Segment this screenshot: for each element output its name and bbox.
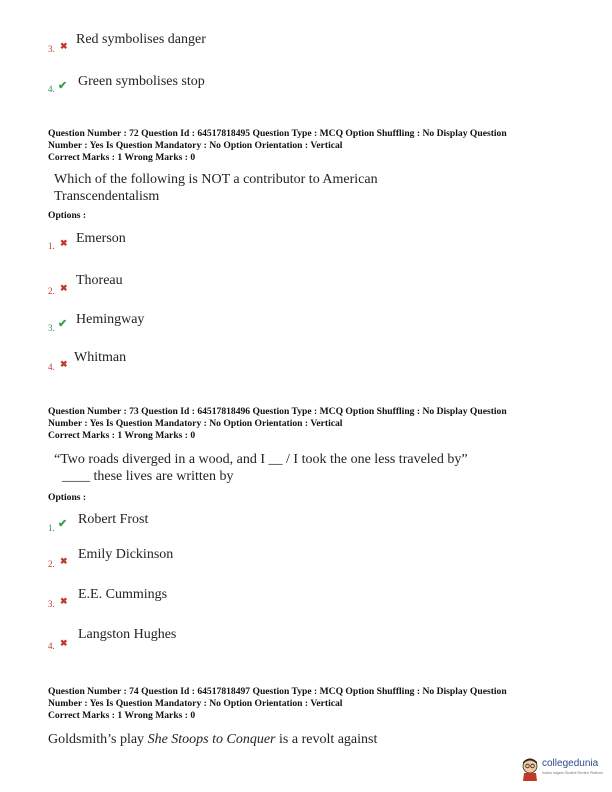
option-text: Hemingway [76, 312, 145, 327]
wrong-cross-icon: ✖ [60, 556, 68, 566]
wrong-cross-icon: ✖ [60, 238, 68, 248]
wrong-cross-icon: ✖ [60, 638, 68, 648]
wrong-cross-icon: ✖ [60, 283, 68, 293]
question-line: “Two roads diverged in a wood, and I __ / I took the one less traveled by” [54, 452, 468, 467]
options-label: Options : [48, 210, 87, 221]
question-segment: Goldsmith’s play [48, 732, 148, 747]
option-number: 3. [48, 44, 55, 54]
wrong-cross-icon: ✖ [60, 359, 68, 369]
option-number: 4. [48, 362, 55, 372]
mascot-icon [520, 757, 540, 781]
meta-line: Question Number : 73 Question Id : 64517818496 Question Type : MCQ Option Shuffling : No Display Question [48, 406, 507, 417]
option-text: Red symbolises danger [76, 32, 206, 47]
meta-line: Correct Marks : 1 Wrong Marks : 0 [48, 710, 196, 721]
logo-tagline: India's largest Student Review Platform [542, 771, 603, 775]
question-text-74 [48, 731, 377, 748]
option-number: 4. [48, 84, 55, 94]
meta-line: Correct Marks : 1 Wrong Marks : 0 [48, 152, 196, 163]
option-number: 2. [48, 559, 55, 569]
option-number: 1. [48, 241, 55, 251]
wrong-cross-icon: ✖ [60, 41, 68, 51]
option-number: 4. [48, 641, 55, 651]
question-line: Transcendentalism [54, 189, 160, 204]
question-meta-74 [48, 686, 588, 722]
option-number: 3. [48, 323, 55, 333]
option-number: 3. [48, 599, 55, 609]
option-text: Thoreau [76, 273, 123, 288]
meta-line: Number : Yes Is Question Mandatory : No Option Orientation : Vertical [48, 418, 343, 429]
correct-check-icon: ✔ [58, 80, 68, 92]
question-meta-73 [48, 406, 588, 442]
logo-brand: collegedunia [542, 758, 599, 769]
option-number: 1. [48, 523, 55, 533]
question-segment: is a revolt against [275, 732, 378, 747]
collegedunia-logo [520, 755, 608, 783]
meta-line: Question Number : 74 Question Id : 64517818497 Question Type : MCQ Option Shuffling : No Display Question [48, 686, 507, 697]
options-label: Options : [48, 492, 87, 503]
play-title: She Stoops to Conquer [147, 732, 276, 747]
meta-line: Question Number : 72 Question Id : 64517818495 Question Type : MCQ Option Shuffling : No Display Question [48, 128, 507, 139]
meta-line: Number : Yes Is Question Mandatory : No Option Orientation : Vertical [48, 140, 343, 151]
question-text-73 [54, 451, 468, 485]
question-meta-72 [48, 128, 588, 164]
correct-check-icon: ✔ [58, 318, 68, 330]
meta-line: Correct Marks : 1 Wrong Marks : 0 [48, 430, 196, 441]
option-number: 2. [48, 286, 55, 296]
question-line: Which of the following is NOT a contributor to American [54, 172, 378, 187]
option-text: Robert Frost [78, 512, 149, 527]
option-text: E.E. Cummings [78, 587, 168, 602]
correct-check-icon: ✔ [58, 518, 68, 530]
wrong-cross-icon: ✖ [60, 596, 68, 606]
option-text: Langston Hughes [78, 627, 177, 642]
option-text: Green symbolises stop [78, 74, 205, 89]
question-line: ____ these lives are written by [62, 469, 234, 484]
option-text: Whitman [74, 350, 127, 365]
meta-line: Number : Yes Is Question Mandatory : No Option Orientation : Vertical [48, 698, 343, 709]
option-text: Emily Dickinson [78, 547, 174, 562]
option-text: Emerson [76, 231, 126, 246]
question-text-72 [54, 171, 378, 205]
